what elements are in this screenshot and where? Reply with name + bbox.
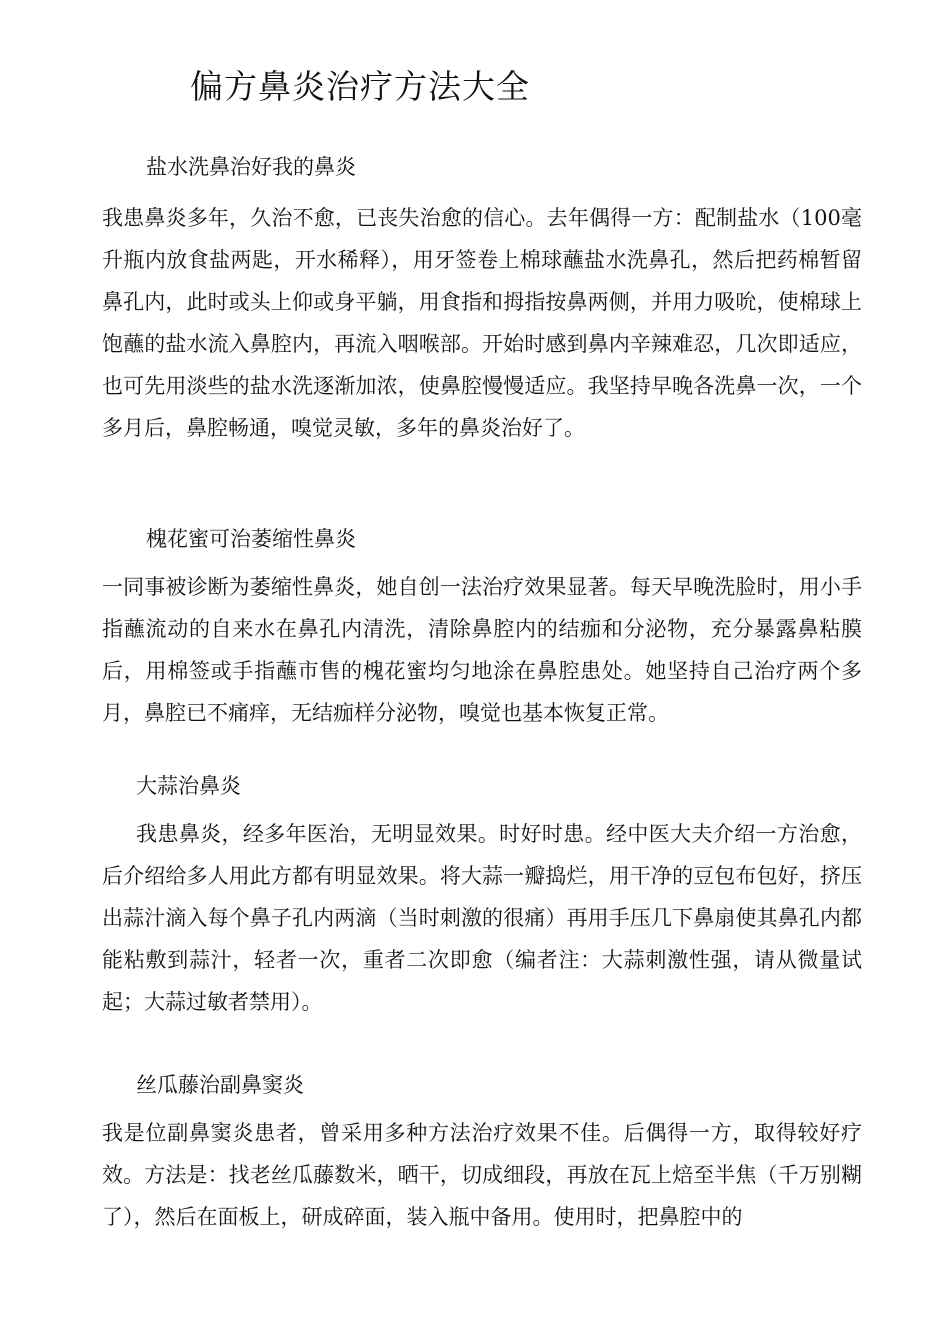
section-body-loofah-vine: 我是位副鼻窦炎患者，曾采用多种方法治疗效果不佳。后偶得一方，取得较好疗效。方法是：找老丝瓜藤数米，晒干，切成细段，再放在瓦上焙至半焦（千万别糊了），然后在面板上，研成碎面，装入瓶中备用。使用时，把鼻腔中的 — [102, 1121, 862, 1229]
section-heading-saline-wash: 盐水洗鼻治好我的鼻炎 — [146, 155, 356, 179]
document-title: 偏方鼻炎治疗方法大全 — [190, 67, 530, 106]
section-heading-garlic: 大蒜治鼻炎 — [136, 774, 241, 798]
section-heading-loofah-vine: 丝瓜藤治副鼻窦炎 — [136, 1073, 304, 1097]
section-body-locust-honey: 一同事被诊断为萎缩性鼻炎，她自创一法治疗效果显著。每天早晚洗脸时，用小手指蘸流动的自来水在鼻孔内清洗，清除鼻腔内的结痂和分泌物，充分暴露鼻粘膜后，用棉签或手指蘸市售的槐花蜜均匀地涂在鼻腔患处。她坚持自己治疗两个多月，鼻腔已不痛痒，无结痂样分泌物，嗅觉也基本恢复正常。 — [102, 575, 862, 725]
section-heading-locust-honey: 槐花蜜可治萎缩性鼻炎 — [146, 527, 356, 551]
section-body-saline-wash: 我患鼻炎多年，久治不愈，已丧失治愈的信心。去年偶得一方：配制盐水（100毫升瓶内放食盐两匙，开水稀释），用牙签卷上棉球蘸盐水洗鼻孔，然后把药棉暂留鼻孔内，此时或头上仰或身平躺，用食指和拇指按鼻两侧，并用力吸吮，使棉球上饱蘸的盐水流入鼻腔内，再流入咽喉部。开始时感到鼻内辛辣难忍，几次即适应，也可先用淡些的盐水洗逐渐加浓，使鼻腔慢慢适应。我坚持早晚各洗鼻一次，一个多月后，鼻腔畅通，嗅觉灵敏，多年的鼻炎治好了。 — [102, 206, 862, 440]
section-body-garlic: 我患鼻炎，经多年医治，无明显效果。时好时患。经中医大夫介绍一方治愈，后介绍给多人用此方都有明显效果。将大蒜一瓣捣烂，用干净的豆包布包好，挤压出蒜汁滴入每个鼻子孔内两滴（当时刺激的很痛）再用手压几下鼻扇使其鼻孔内都能粘敷到蒜汁，轻者一次，重者二次即愈（编者注：大蒜刺激性强，请从微量试起；大蒜过敏者禁用）。 — [102, 822, 862, 1014]
